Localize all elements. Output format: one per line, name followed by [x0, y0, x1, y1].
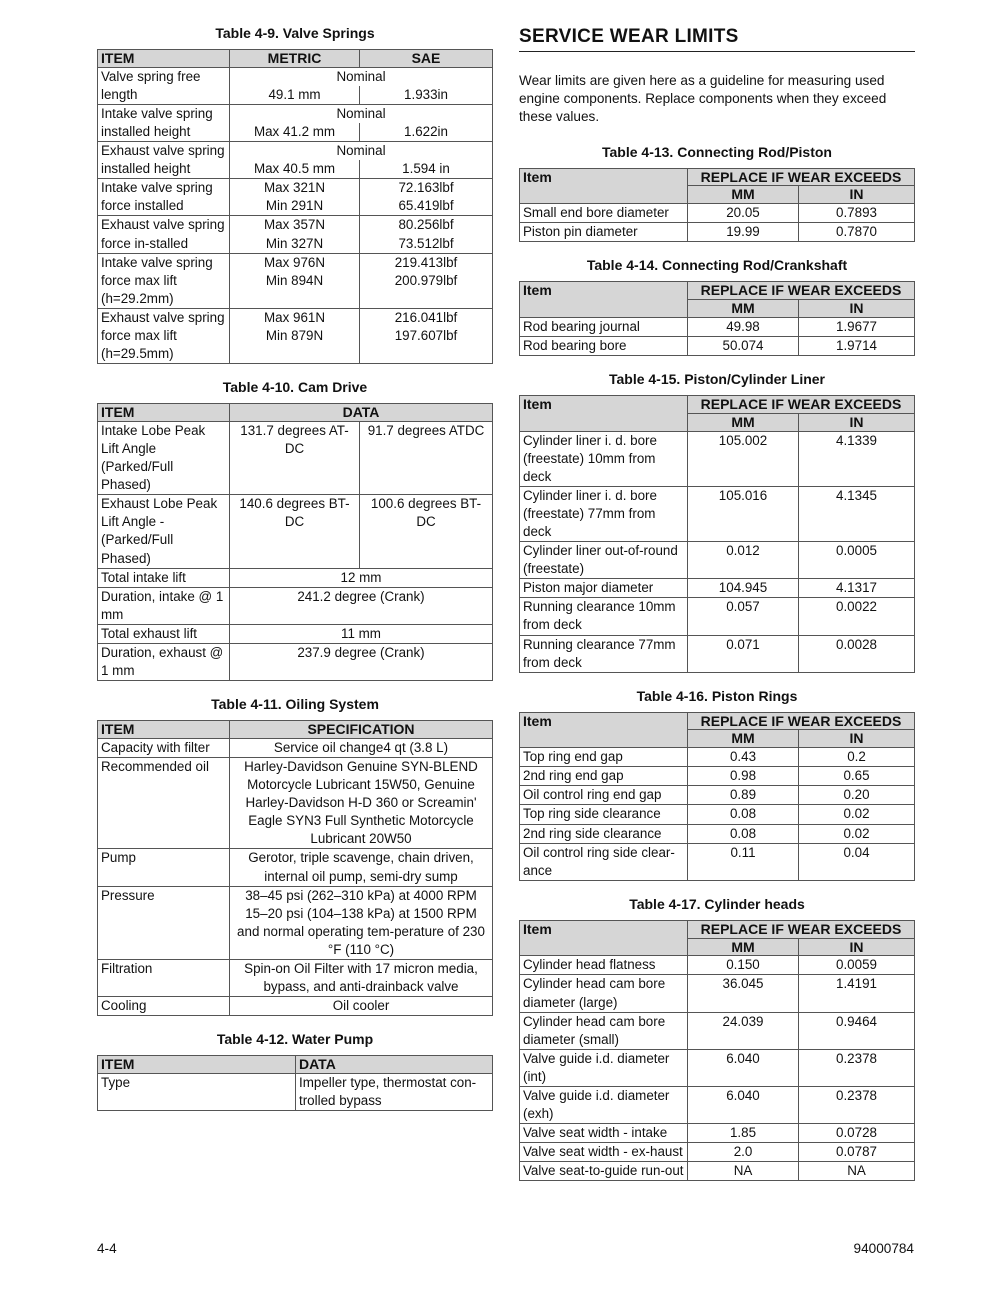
row-item: Exhaust valve spring force in-stalled	[98, 216, 230, 253]
header-item: Item	[520, 282, 688, 318]
table-row	[98, 104, 493, 123]
value-mm: 6.040	[688, 1087, 799, 1124]
row-item: Piston major diameter	[520, 579, 688, 598]
sae-max: 72.163lbf	[398, 180, 454, 196]
table-row	[98, 738, 493, 757]
row-item: Total intake lift	[98, 568, 230, 587]
value-in: 0.0787	[799, 1143, 915, 1162]
data-full-phased: 91.7 degrees ATDC	[360, 421, 493, 494]
metric-value: Max 41.2 mm	[230, 123, 360, 142]
row-item: Cylinder liner i. d. bore (freestate) 77mm from deck	[520, 486, 688, 541]
table-header-row	[520, 395, 915, 413]
value-mm: 0.98	[688, 767, 799, 786]
header-mm: MM	[688, 730, 799, 748]
metric-value: Max 40.5 mm	[230, 160, 360, 179]
header-item: ITEM	[98, 1056, 296, 1074]
row-data: 241.2 degree (Crank)	[230, 587, 493, 624]
value-mm: 6.040	[688, 1049, 799, 1086]
table-row	[98, 644, 493, 681]
table-caption: Table 4-16. Piston Rings	[636, 687, 798, 704]
table-header-row	[98, 404, 493, 422]
row-data: 12 mm	[230, 568, 493, 587]
table-caption: Table 4-14. Connecting Rod/Crankshaft	[586, 257, 848, 274]
sae-max: 80.256lbf	[398, 217, 454, 233]
header-in: IN	[799, 413, 915, 431]
table-row	[98, 216, 493, 253]
table-row	[98, 997, 493, 1016]
header-item: Item	[520, 395, 688, 431]
header-in: IN	[799, 938, 915, 956]
row-spec: Gerotor, triple scavenge, chain driven, internal oil pump, semi-dry sump	[230, 849, 493, 886]
metric-min: Min 894N	[265, 272, 324, 288]
table-row	[98, 179, 493, 216]
row-item: Exhaust valve spring force max lift (h=29.5mm)	[98, 308, 230, 363]
table-row	[98, 67, 493, 86]
value-mm: 0.89	[688, 786, 799, 805]
value-mm: 19.99	[688, 223, 799, 242]
sae-max: 219.413lbf	[394, 254, 458, 270]
value-in: 0.0059	[799, 956, 915, 975]
table-row	[98, 587, 493, 624]
row-item: Cylinder head cam bore diameter (small)	[520, 1012, 688, 1049]
sae-value	[360, 308, 493, 363]
sae-value: 1.594 in	[360, 160, 493, 179]
sae-value	[360, 179, 493, 216]
row-item: Top ring end gap	[520, 748, 688, 767]
table-header-row	[520, 920, 915, 938]
table-row	[98, 142, 493, 161]
data-full-phased: 100.6 degrees BT-DC	[360, 495, 493, 568]
value-mm: 49.98	[688, 317, 799, 336]
row-item: Running clearance 10mm from deck	[520, 598, 688, 635]
value-in: 4.1339	[799, 431, 915, 486]
row-item: Duration, exhaust @ 1 mm	[98, 644, 230, 681]
connecting-rod-crankshaft-table	[519, 281, 915, 356]
table-row	[98, 495, 493, 568]
row-item: Cooling	[98, 997, 230, 1016]
sae-value	[360, 253, 493, 308]
value-in: 1.4191	[799, 975, 915, 1012]
row-spec: Oil cooler	[230, 997, 493, 1016]
value-mm: 0.012	[688, 542, 799, 579]
table-row	[98, 757, 493, 848]
table-row	[520, 486, 915, 541]
table-header-row	[520, 712, 915, 730]
row-item: Rod bearing bore	[520, 336, 688, 355]
row-data: Impeller type, thermostat con-trolled bypass	[296, 1073, 493, 1110]
oiling-system-table	[97, 720, 493, 1016]
table-caption: Table 4-17. Cylinder heads	[629, 895, 805, 912]
row-item: Rod bearing journal	[520, 317, 688, 336]
header-item: Item	[520, 920, 688, 956]
header-item: ITEM	[98, 49, 230, 67]
row-item: Capacity with filter	[98, 738, 230, 757]
header-replace: REPLACE IF WEAR EXCEEDS	[688, 920, 915, 938]
header-metric: METRIC	[230, 49, 360, 67]
table-row	[520, 1012, 915, 1049]
row-data: 11 mm	[230, 624, 493, 643]
piston-rings-table	[519, 712, 915, 881]
header-replace: REPLACE IF WEAR EXCEEDS	[688, 168, 915, 186]
header-mm: MM	[688, 413, 799, 431]
table-caption: Table 4-12. Water Pump	[216, 1031, 374, 1048]
row-item: Valve guide i.d. diameter (exh)	[520, 1087, 688, 1124]
page-number: 4-4	[97, 1241, 117, 1256]
row-item: Valve spring free length	[98, 67, 230, 104]
row-item: Cylinder head cam bore diameter (large)	[520, 975, 688, 1012]
value-mm: 0.43	[688, 748, 799, 767]
row-data: 237.9 degree (Crank)	[230, 644, 493, 681]
metric-max: Max 321N	[263, 180, 326, 196]
section-title: SERVICE WEAR LIMITS	[519, 24, 915, 52]
table-row	[520, 824, 915, 843]
sae-value: 1.933in	[360, 86, 493, 105]
header-replace: REPLACE IF WEAR EXCEEDS	[688, 282, 915, 300]
value-mm: 36.045	[688, 975, 799, 1012]
sae-min: 65.419lbf	[398, 198, 454, 214]
value-mm: 0.08	[688, 824, 799, 843]
value-in: 0.0728	[799, 1124, 915, 1143]
water-pump-table	[97, 1055, 493, 1111]
row-item: Pressure	[98, 886, 230, 959]
table-header-row	[98, 1056, 493, 1074]
metric-max: Max 976N	[263, 254, 326, 270]
value-in: 1.9677	[799, 317, 915, 336]
value-mm: 2.0	[688, 1143, 799, 1162]
table-row	[520, 843, 915, 880]
nominal-label: Nominal	[230, 67, 493, 86]
sae-max: 216.041lbf	[394, 309, 458, 325]
cylinder-heads-table	[519, 920, 915, 1182]
row-item: Piston pin diameter	[520, 223, 688, 242]
table-row	[520, 786, 915, 805]
table-header-row	[520, 168, 915, 186]
table-row	[520, 223, 915, 242]
table-caption: Table 4-9. Valve Springs	[215, 25, 375, 41]
table-row	[520, 579, 915, 598]
document-number: 94000784	[853, 1241, 914, 1256]
table-row	[520, 542, 915, 579]
table-row	[520, 598, 915, 635]
table-row	[520, 431, 915, 486]
table-row	[98, 960, 493, 997]
sae-min: 73.512lbf	[398, 235, 454, 251]
header-item: Item	[520, 712, 688, 748]
value-in: 4.1345	[799, 486, 915, 541]
value-mm: 0.08	[688, 805, 799, 824]
value-mm: 24.039	[688, 1012, 799, 1049]
table-row	[520, 748, 915, 767]
value-in: 0.20	[799, 786, 915, 805]
value-in: 0.9464	[799, 1012, 915, 1049]
row-item: Intake Lobe Peak Lift Angle (Parked/Full Phased)	[98, 421, 230, 494]
table-row	[98, 1073, 493, 1110]
table-caption: Table 4-13. Connecting Rod/Piston	[602, 143, 832, 160]
table-header-row	[520, 282, 915, 300]
table-row	[98, 568, 493, 587]
row-spec: 38–45 psi (262–310 kPa) at 4000 RPM 15–20 psi (104–138 kPa) at 1500 RPM and normal operating tem-perature of 230 °F (110 °C)	[230, 886, 493, 959]
table-row	[520, 1124, 915, 1143]
table-caption: Table 4-11. Oiling System	[211, 696, 379, 713]
header-specification: SPECIFICATION	[230, 721, 493, 739]
value-mm: 0.071	[688, 635, 799, 672]
table-header-row	[98, 49, 493, 67]
value-in: 0.0005	[799, 542, 915, 579]
value-mm: 0.150	[688, 956, 799, 975]
metric-value	[230, 308, 360, 363]
row-item: Oil control ring side clear-ance	[520, 843, 688, 880]
header-data: DATA	[296, 1056, 493, 1074]
table-header-row	[98, 721, 493, 739]
value-in: 0.7870	[799, 223, 915, 242]
value-in: 0.65	[799, 767, 915, 786]
header-item: ITEM	[98, 404, 230, 422]
row-item: Pump	[98, 849, 230, 886]
row-item: Exhaust valve spring installed height	[98, 142, 230, 179]
left-column	[97, 24, 493, 1111]
row-item: 2nd ring side clearance	[520, 824, 688, 843]
metric-min: Min 879N	[265, 328, 324, 343]
header-in: IN	[799, 186, 915, 204]
row-item: Valve seat width - ex-haust	[520, 1143, 688, 1162]
row-item: Duration, intake @ 1 mm	[98, 587, 230, 624]
table-row	[98, 849, 493, 886]
value-in: 4.1317	[799, 579, 915, 598]
metric-value	[230, 216, 360, 253]
metric-value	[230, 179, 360, 216]
row-item: Running clearance 77mm from deck	[520, 635, 688, 672]
value-mm: 105.016	[688, 486, 799, 541]
value-mm: NA	[688, 1162, 799, 1181]
table-row	[520, 1162, 915, 1181]
value-in: 0.0022	[799, 598, 915, 635]
value-in: 0.2378	[799, 1087, 915, 1124]
value-mm: 0.11	[688, 843, 799, 880]
value-in: 0.7893	[799, 204, 915, 223]
header-in: IN	[799, 730, 915, 748]
row-item: Cylinder liner out-of-round (freestate)	[520, 542, 688, 579]
metric-value: 49.1 mm	[230, 86, 360, 105]
value-mm: 105.002	[688, 431, 799, 486]
row-item: Filtration	[98, 960, 230, 997]
row-item: Top ring side clearance	[520, 805, 688, 824]
metric-max: Max 357N	[263, 217, 326, 233]
row-item: Valve seat-to-guide run-out	[520, 1162, 688, 1181]
header-item: Item	[520, 168, 688, 204]
header-sae: SAE	[360, 49, 493, 67]
value-mm: 0.057	[688, 598, 799, 635]
table-row	[98, 421, 493, 494]
table-row	[520, 317, 915, 336]
header-mm: MM	[688, 938, 799, 956]
row-item: Total exhaust lift	[98, 624, 230, 643]
value-in: 0.2378	[799, 1049, 915, 1086]
metric-max: Max 961N	[263, 309, 326, 325]
sae-value: 1.622in	[360, 123, 493, 142]
row-item: Valve guide i.d. diameter (int)	[520, 1049, 688, 1086]
row-item: Recommended oil	[98, 757, 230, 848]
metric-value	[230, 253, 360, 308]
value-in: 0.0028	[799, 635, 915, 672]
table-row	[98, 624, 493, 643]
connecting-rod-piston-table	[519, 168, 915, 243]
row-spec: Service oil change4 qt (3.8 L)	[230, 738, 493, 757]
row-item: Cylinder head flatness	[520, 956, 688, 975]
table-row	[520, 956, 915, 975]
row-item: Cylinder liner i. d. bore (freestate) 10mm from deck	[520, 431, 688, 486]
header-data: DATA	[230, 404, 493, 422]
table-row	[98, 886, 493, 959]
value-in: 1.9714	[799, 336, 915, 355]
row-item: Intake valve spring force max lift (h=29.2mm)	[98, 253, 230, 308]
table-row	[98, 253, 493, 308]
table-row	[520, 975, 915, 1012]
value-in: 0.02	[799, 824, 915, 843]
row-item: Intake valve spring installed height	[98, 104, 230, 141]
nominal-label: Nominal	[230, 142, 493, 161]
header-mm: MM	[688, 300, 799, 318]
data-parked: 131.7 degrees AT-DC	[230, 421, 360, 494]
piston-cylinder-liner-table	[519, 395, 915, 673]
table-row	[520, 635, 915, 672]
cam-drive-table	[97, 403, 493, 681]
row-item: Oil control ring end gap	[520, 786, 688, 805]
right-column	[519, 24, 915, 1181]
table-row	[520, 1087, 915, 1124]
metric-min: Min 327N	[265, 235, 324, 251]
row-item: Valve seat width - intake	[520, 1124, 688, 1143]
table-row	[520, 1143, 915, 1162]
value-mm: 1.85	[688, 1124, 799, 1143]
value-mm: 50.074	[688, 336, 799, 355]
sae-min: 200.979lbf	[394, 272, 458, 288]
header-replace: REPLACE IF WEAR EXCEEDS	[688, 712, 915, 730]
value-in: 0.02	[799, 805, 915, 824]
row-item: Small end bore diameter	[520, 204, 688, 223]
table-row	[520, 805, 915, 824]
data-parked: 140.6 degrees BT-DC	[230, 495, 360, 568]
header-in: IN	[799, 300, 915, 318]
valve-springs-table	[97, 49, 493, 364]
value-mm: 20.05	[688, 204, 799, 223]
header-mm: MM	[688, 186, 799, 204]
table-caption: Table 4-15. Piston/Cylinder Liner	[608, 371, 825, 388]
nominal-label: Nominal	[230, 104, 493, 123]
sae-min: 197.607lbf	[394, 328, 458, 343]
value-in: 0.2	[799, 748, 915, 767]
value-in: NA	[799, 1162, 915, 1181]
value-in: 0.04	[799, 843, 915, 880]
table-row	[520, 767, 915, 786]
sae-value	[360, 216, 493, 253]
row-item: Intake valve spring force installed	[98, 179, 230, 216]
intro-paragraph: Wear limits are given here as a guideline for measuring used engine components. Replace components when they exceed these values.	[519, 72, 887, 125]
row-item: 2nd ring end gap	[520, 767, 688, 786]
table-row	[98, 308, 493, 363]
table-row	[520, 1049, 915, 1086]
header-replace: REPLACE IF WEAR EXCEEDS	[688, 395, 915, 413]
table-row	[520, 336, 915, 355]
row-spec: Harley-Davidson Genuine SYN-BLEND Motorcycle Lubricant 15W50, Genuine Harley-Davidson H-D 360 or Screamin' Eagle SYN3 Full Synthetic Motorcycle Lubricant 20W50	[230, 757, 493, 848]
row-spec: Spin-on Oil Filter with 17 micron media, bypass, and anti-drainback valve	[230, 960, 493, 997]
table-caption: Table 4-10. Cam Drive	[222, 379, 368, 396]
metric-min: Min 291N	[265, 198, 324, 214]
header-item: ITEM	[98, 721, 230, 739]
row-item: Exhaust Lobe Peak Lift Angle - (Parked/Full Phased)	[98, 495, 230, 568]
value-mm: 104.945	[688, 579, 799, 598]
table-row	[520, 204, 915, 223]
row-item: Type	[98, 1073, 296, 1110]
